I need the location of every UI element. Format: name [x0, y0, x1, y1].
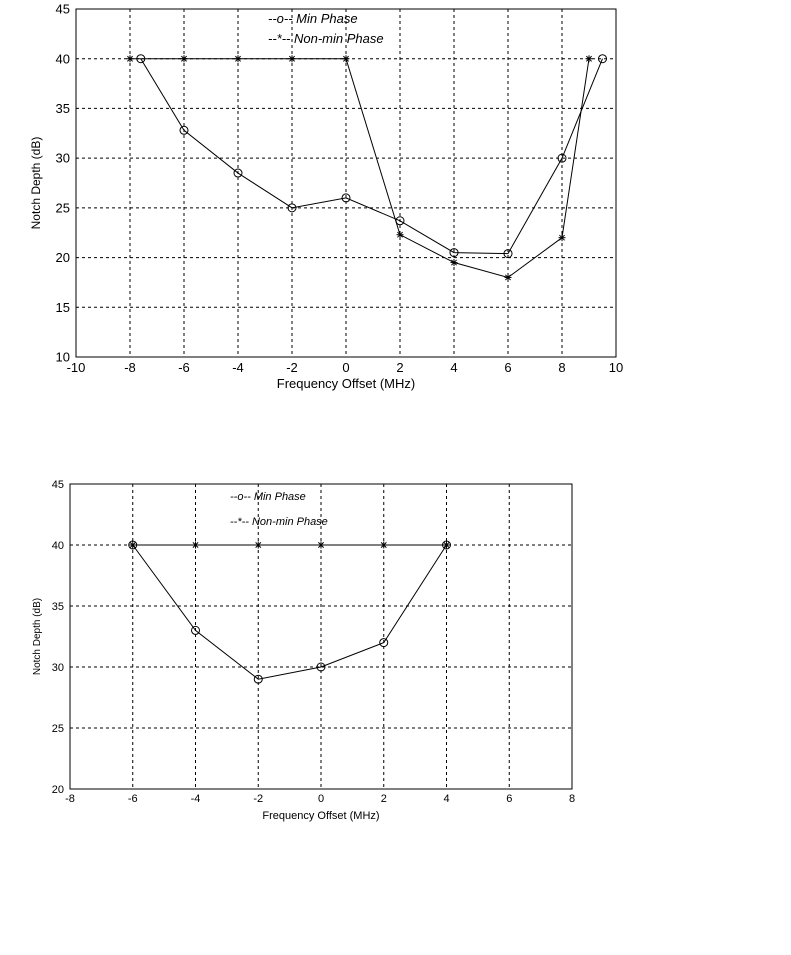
- x-tick-label: -2: [253, 793, 264, 805]
- data-point-non-min-phase: [129, 542, 136, 549]
- x-axis-label: Frequency Offset (MHz): [276, 376, 416, 391]
- legend-entry-non-min-phase: --*-- Non-min Phase: [268, 31, 384, 46]
- data-point-non-min-phase: [451, 259, 458, 266]
- x-tick-label: 2: [396, 360, 404, 375]
- x-tick-label: -4: [190, 793, 201, 805]
- legend-entry-min-phase: --o-- Min Phase: [230, 491, 306, 503]
- y-tick-label: 25: [55, 200, 70, 216]
- x-tick-label: 10: [608, 360, 624, 375]
- x-tick-label: 2: [380, 793, 387, 805]
- x-tick-label: 8: [568, 793, 576, 805]
- data-point-non-min-phase: [255, 542, 262, 549]
- y-axis-label: Notch Depth (dB): [29, 136, 43, 230]
- y-tick-label: 20: [55, 250, 70, 266]
- data-point-non-min-phase: [127, 55, 134, 62]
- y-tick-label: 30: [51, 661, 64, 674]
- x-tick-label: 4: [450, 360, 458, 375]
- chart-top: [29, 2, 623, 391]
- data-point-non-min-phase: [505, 274, 512, 281]
- data-point-non-min-phase: [181, 55, 188, 62]
- y-tick-label: 45: [51, 478, 64, 491]
- x-tick-label: 4: [443, 793, 450, 805]
- y-tick-label: 35: [55, 100, 70, 116]
- series-line-min-phase: [133, 545, 447, 679]
- x-tick-label: 0: [342, 360, 350, 375]
- data-point-non-min-phase: [397, 231, 404, 238]
- x-tick-label: -6: [127, 793, 138, 805]
- data-point-non-min-phase: [559, 234, 566, 241]
- x-tick-label: -8: [124, 360, 136, 375]
- x-tick-label: 8: [558, 360, 566, 375]
- y-tick-label: 35: [51, 600, 64, 613]
- y-tick-label: 10: [55, 349, 70, 365]
- x-axis-label: Frequency Offset (MHz): [262, 810, 380, 822]
- data-point-non-min-phase: [380, 542, 387, 549]
- x-tick-label: -10: [66, 360, 86, 375]
- x-tick-label: -8: [65, 793, 75, 805]
- data-point-non-min-phase: [443, 542, 450, 549]
- x-tick-label: 0: [317, 793, 325, 805]
- data-point-non-min-phase: [343, 55, 350, 62]
- y-tick-label: 30: [55, 150, 70, 166]
- chart-bottom: [32, 479, 575, 822]
- x-tick-label: -2: [286, 360, 298, 375]
- x-tick-label: 6: [504, 360, 512, 375]
- y-tick-label: 20: [51, 783, 64, 796]
- y-axis-label: Notch Depth (dB): [32, 597, 43, 676]
- x-tick-label: 6: [506, 793, 513, 805]
- legend-entry-min-phase: --o-- Min Phase: [268, 11, 358, 26]
- y-tick-label: 40: [55, 51, 70, 67]
- x-tick-label: -4: [232, 360, 244, 375]
- data-point-non-min-phase: [318, 542, 325, 549]
- legend-entry-non-min-phase: --*-- Non-min Phase: [230, 516, 328, 528]
- data-point-non-min-phase: [192, 542, 199, 549]
- y-tick-label: 25: [51, 722, 64, 735]
- x-tick-label: -6: [178, 360, 190, 375]
- y-tick-label: 40: [51, 539, 64, 552]
- y-tick-label: 15: [55, 299, 70, 315]
- series-line-min-phase: [141, 59, 603, 254]
- series-line-non-min-phase: [130, 59, 589, 278]
- y-tick-label: 45: [55, 1, 70, 17]
- data-point-non-min-phase: [235, 55, 242, 62]
- data-point-non-min-phase: [289, 55, 296, 62]
- data-point-non-min-phase: [586, 55, 593, 62]
